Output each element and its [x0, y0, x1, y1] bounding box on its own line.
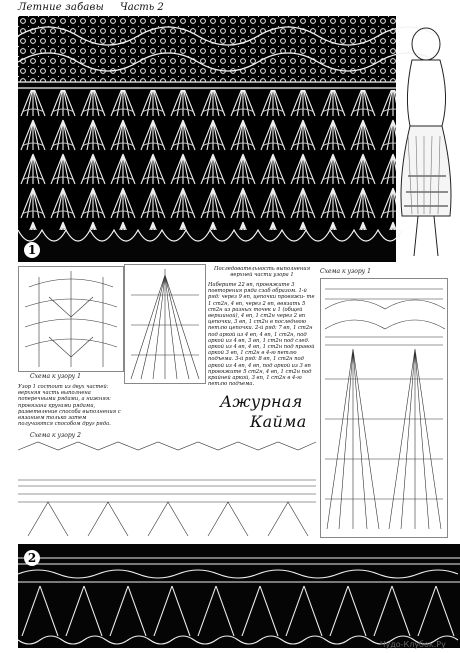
logo-line1: Ажурная: [220, 392, 303, 411]
scheme-1-caption-right: Схема к узору 1: [320, 268, 371, 275]
scheme-2: [18, 440, 316, 540]
magazine-title: Летние забавы: [18, 2, 104, 13]
lace-pattern-1: [18, 16, 396, 262]
lace-photo-1: [18, 16, 396, 262]
instructions-body: Наберите 22 вп, провяжите 3 повторения ряда сзаб образом. 1-й ряд: через 9 вп, цепочки провяжи- те 1 ст2н, 4 вп, через 2 вп, ввязать 5 ст2н из разных точек и 1 (общей вершиной), 4 вп, 1 ст2н через 2 вп цепочки, 3 вп, 1 ст2н в последнюю петлю цепочки. 2-й ряд: 7 вп, 1 ст2н под аркой из 4 вп, 4 вп, 1 ст2н, под аркой из 4 вп, 3 вп, 1 ст2н под след. аркой из 4 вп, 4 вп, 1 ст2н под правой аркой 3 вп, 1 ст2н в 4-ю петлю подъема. 3-й ряд: 8 вп, 1 ст2н под аркой из 4 вп, 4 вп, под аркой из 3 вп провяжите 5 ст2н, 4 вп, 1 ст2н под крайней аркой, 3 вп, 1 ст2н в 4-ю петлю подъема.: [208, 282, 315, 388]
logo-line2: Кайма: [250, 412, 307, 431]
photo-number-badge: 1: [24, 242, 40, 258]
watermark-text: Чудо-Клубок.Ру: [380, 640, 446, 649]
photo-number-badge-2: 2: [24, 550, 40, 566]
scheme-1-fan: [124, 264, 206, 384]
left-note: Узор 1 состоит из двух частей: верхняя часть выполнена поперечными рядами, а нижняя: провязана кругами рядами, разветвление способа выполнения с вязанием только затем получаются способом друг ряда.: [18, 384, 121, 428]
part-label: Часть 2: [120, 2, 164, 13]
dress-illustration: [392, 16, 458, 262]
lace-photo-2: [18, 544, 460, 648]
scheme-1-small: [18, 266, 124, 372]
scheme-2-caption: Схема к узору 2: [30, 432, 81, 439]
scheme-1-full: [320, 278, 448, 538]
scheme-1-caption-left: Схема к узору 1: [30, 373, 81, 380]
instructions-heading: Последовательность выполнения верхней части узора 1: [213, 266, 311, 279]
